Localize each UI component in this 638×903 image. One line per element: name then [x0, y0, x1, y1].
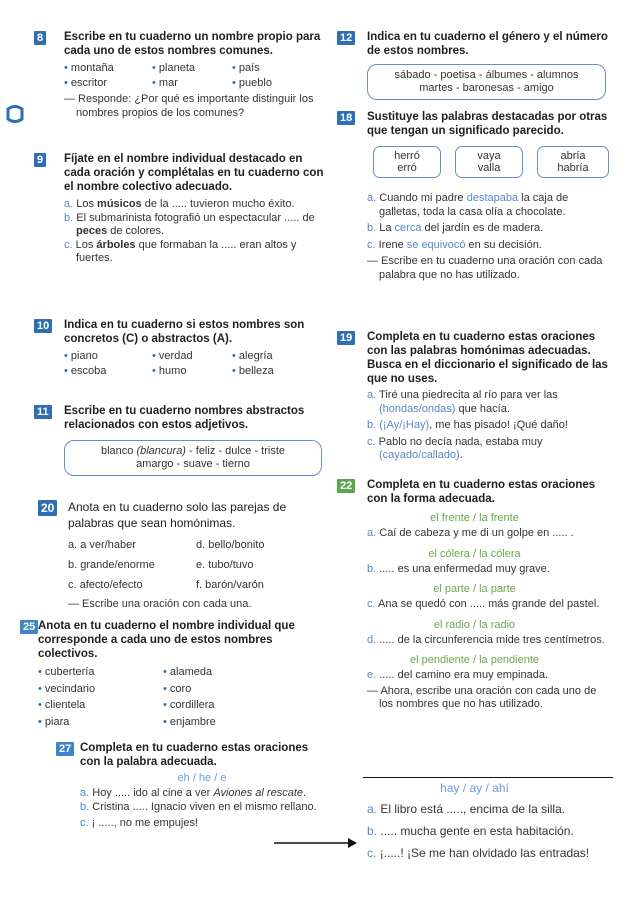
exercise-title: Escribe en tu cuaderno nombres abstractos relacionados con estos adjetivos. [64, 405, 305, 431]
divider-line [363, 777, 613, 778]
word-item: • mar [152, 77, 178, 89]
word-item: • planeta [152, 62, 196, 74]
exercise-number: 8 [34, 31, 46, 45]
exercise-11 [34, 404, 324, 476]
exercise-9 [34, 152, 324, 266]
sentence-item: a. Caí de cabeza y me di un golpe en ..... . [367, 527, 574, 539]
word-item: • escritor [64, 77, 107, 89]
sentence-item: b. Cristina ..... Ignacio viven en el mismo rellano. [80, 800, 317, 813]
sentence-item: b. El submarinista fotografió un espectacular ..... de peces de colores. [64, 211, 315, 237]
word-item: • verdad [152, 350, 193, 362]
sentence-item: b. ..... mucha gente en esta habitación. [367, 824, 574, 838]
exercise-title: Fíjate en el nombre individual destacado en cada oración y complétalas en tu cuaderno con el nombre colectivo adecuado. [64, 153, 324, 193]
options-hint: eh / he / e [177, 772, 227, 784]
options-hint: el parte / la parte [433, 583, 516, 595]
word-item: • alegría [232, 350, 273, 362]
sentence-item: e. ..... del camino era muy empinada. [367, 669, 548, 681]
exercise-12 [337, 30, 612, 100]
sentence-item: a. Hoy ..... ido al cine a ver Aviones al rescate. [80, 787, 307, 799]
exercise-10 [34, 318, 324, 379]
sentence-item: c. ¡ ....., no me empujes! [80, 817, 198, 829]
exercise-number: 20 [38, 500, 57, 516]
options-hint: el pendiente / la pendiente [409, 654, 540, 666]
exercise-number: 9 [34, 153, 46, 167]
sentence-item: a. Los músicos de la ..... tuvieron mucho éxito. [64, 198, 295, 210]
exercise-hay-ay-ahi [337, 781, 612, 861]
options-hint: hay / ay / ahí [440, 781, 509, 795]
pair-item: c. afecto/efecto [68, 579, 143, 591]
word-item: • alameda [163, 666, 213, 678]
exercise-27 [56, 741, 324, 831]
word-item: • montaña [64, 62, 114, 74]
exercise-dash: — Escribe en tu cuaderno una oración con cada palabra que no has utilizado. [367, 255, 603, 281]
exercise-20 [38, 499, 324, 613]
nouns-box: sábado - poetisa - álbumes - alumnos martes - baronesas - amigo [367, 64, 606, 100]
word-item: • escoba [64, 365, 107, 377]
word-boxes [337, 144, 612, 192]
word-item: • piano [64, 350, 98, 362]
exercise-title: Anota en tu cuaderno solo las parejas de palabras que sean homónimas. [68, 500, 287, 530]
exercise-dash: — Escribe una oración con cada una. [68, 598, 252, 610]
speech-bubble-icon [4, 104, 26, 126]
word-box: herró erró [373, 146, 441, 178]
word-item: • piara [38, 715, 70, 728]
options-hint: el frente / la frente [430, 512, 519, 524]
sentence-item: c. Irene se equivocó en su decisión. [367, 238, 542, 251]
sentence-item: c. Los árboles que formaban la ..... eran altos y fuertes. [64, 238, 297, 264]
exercise-title: Completa en tu cuaderno estas oraciones con la forma adecuada. [367, 479, 596, 505]
pair-item: b. grande/enorme [68, 559, 155, 571]
word-box: vaya valla [455, 146, 523, 178]
pair-item: e. tubo/tuvo [196, 559, 254, 571]
exercise-18 [337, 110, 612, 282]
pair-item: d. bello/bonito [196, 539, 265, 551]
exercise-25 [20, 619, 324, 730]
sentence-item: a. Cuando mi padre destapaba la caja de galletas, toda la casa olía a chocolate. [367, 192, 569, 218]
word-item: • coro [163, 682, 192, 695]
word-item: • país [232, 62, 260, 74]
exercise-title: Completa en tu cuaderno estas oraciones con las palabras homónimas adecuadas. Busca en el diccionario el significado de las que no uses. [367, 331, 608, 385]
exercise-title: Completa en tu cuaderno estas oraciones con la palabra adecuada. [80, 742, 309, 768]
sentence-item: b. (¡Ay/¡Hay), me has pisado! ¡Qué daño! [367, 419, 568, 431]
exercise-title: Indica en tu cuaderno si estos nombres son concretos (C) o abstractos (A). [64, 319, 305, 345]
adjective-box: blanco (blancura) - feliz - dulce - triste amargo - suave - tierno [64, 440, 322, 476]
exercise-number: 22 [337, 479, 355, 493]
exercise-22 [337, 478, 612, 712]
sentence-item: a. Tiré una piedrecita al río para ver las (hondas/ondas) que hacía. [367, 389, 558, 415]
word-item: • belleza [232, 365, 274, 377]
exercise-8 [34, 30, 324, 120]
exercise-number: 18 [337, 111, 355, 125]
word-item: • enjambre [163, 715, 216, 728]
sentence-item: c. Ana se quedó con ..... más grande del pastel. [367, 598, 600, 610]
word-item: • pueblo [232, 77, 272, 89]
pair-item: f. barón/varón [196, 579, 264, 591]
exercise-number: 27 [56, 742, 74, 756]
exercise-dash: — Ahora, escribe una oración con cada uno de los nombres que no has utilizado. [367, 684, 597, 710]
sentence-item: a. El libro está ....., encima de la silla. [367, 802, 566, 816]
word-item: • cubertería [38, 666, 95, 678]
pair-item: a. a ver/haber [68, 539, 136, 551]
exercise-19 [337, 330, 612, 463]
options-hint: el cólera / la cólera [428, 547, 521, 560]
exercise-title: Anota en tu cuaderno el nombre individual que corresponde a cada uno de estos nombres colectivos. [38, 620, 295, 660]
word-item: • clientela [38, 699, 86, 711]
exercise-number: 11 [34, 405, 52, 419]
exercise-title: Sustituye las palabras destacadas por otras que tengan un significado parecido. [367, 111, 608, 137]
sentence-item: b. ..... es una enfermedad muy grave. [367, 562, 550, 575]
exercise-number: 25 [20, 620, 38, 634]
exercise-number: 12 [337, 31, 355, 45]
word-item: • vecindario [38, 682, 96, 695]
word-item: • humo [152, 365, 187, 377]
exercise-title: Indica en tu cuaderno el género y el número de estos nombres. [367, 31, 608, 57]
exercise-title: Escribe en tu cuaderno un nombre propio para cada uno de estos nombres comunes. [64, 31, 321, 57]
exercise-number: 10 [34, 319, 52, 333]
sentence-item: c. ¡.....! ¡Se me han olvidado las entradas! [367, 846, 590, 860]
options-hint: el radio / la radio [433, 618, 516, 631]
exercise-number: 19 [337, 331, 355, 345]
sentence-item: b. La cerca del jardín es de madera. [367, 222, 544, 234]
exercise-question: — Responde: ¿Por qué es importante distinguir los nombres propios de los comunes? [64, 93, 314, 119]
word-box: abría habría [537, 146, 609, 178]
sentence-item: c. Pablo no decía nada, estaba muy (cayado/callado). [367, 435, 543, 461]
sentence-item: d. ..... de la circunferencia mide tres centímetros. [367, 633, 605, 646]
word-item: • cordillera [163, 699, 215, 711]
